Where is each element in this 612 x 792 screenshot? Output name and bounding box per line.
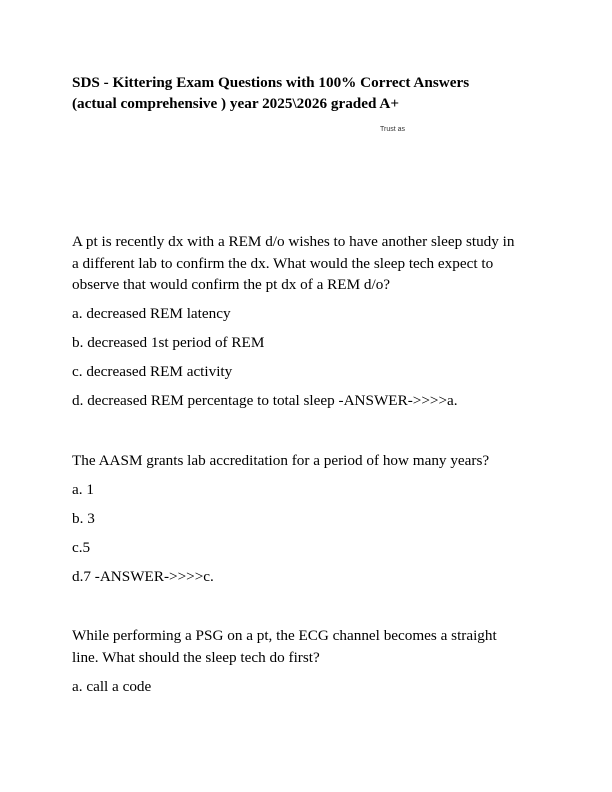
question-3-option-a: a. call a code [72, 678, 152, 695]
question-2-option-a: a. 1 [72, 481, 94, 498]
document-title [72, 72, 542, 114]
question-1-option-d: d. decreased REM percentage to total sleep -ANSWER->>>>a. [72, 392, 458, 409]
title-line-2: (actual comprehensive ) year 2025\2026 graded A+ [72, 95, 399, 112]
question-2-option-b: b. 3 [72, 510, 95, 527]
question-1-stem-line-1: A pt is recently dx with a REM d/o wishes to have another sleep study in [72, 233, 515, 250]
question-1-stem-line-3: observe that would confirm the pt dx of a REM d/o? [72, 276, 391, 293]
question-2-option-d: d.7 -ANSWER->>>>c. [72, 568, 214, 585]
question-1-option-a: a. decreased REM latency [72, 305, 231, 322]
question-1-option-b: b. decreased 1st period of REM [72, 334, 265, 351]
question-2-stem-line-1: The AASM grants lab accreditation for a period of how many years? [72, 452, 490, 469]
title-line-1: SDS - Kittering Exam Questions with 100% Correct Answers [72, 74, 470, 91]
question-2-option-c: c.5 [72, 539, 91, 556]
stamp-text: Trust as [380, 126, 406, 133]
question-1-stem-line-2: a different lab to confirm the dx. What would the sleep tech expect to [72, 254, 494, 272]
question-3-stem-line-2: line. What should the sleep tech do first? [72, 648, 320, 666]
question-3-stem-line-1: While performing a PSG on a pt, the ECG channel becomes a straight [72, 627, 497, 644]
question-1-option-c: c. decreased REM activity [72, 363, 233, 380]
